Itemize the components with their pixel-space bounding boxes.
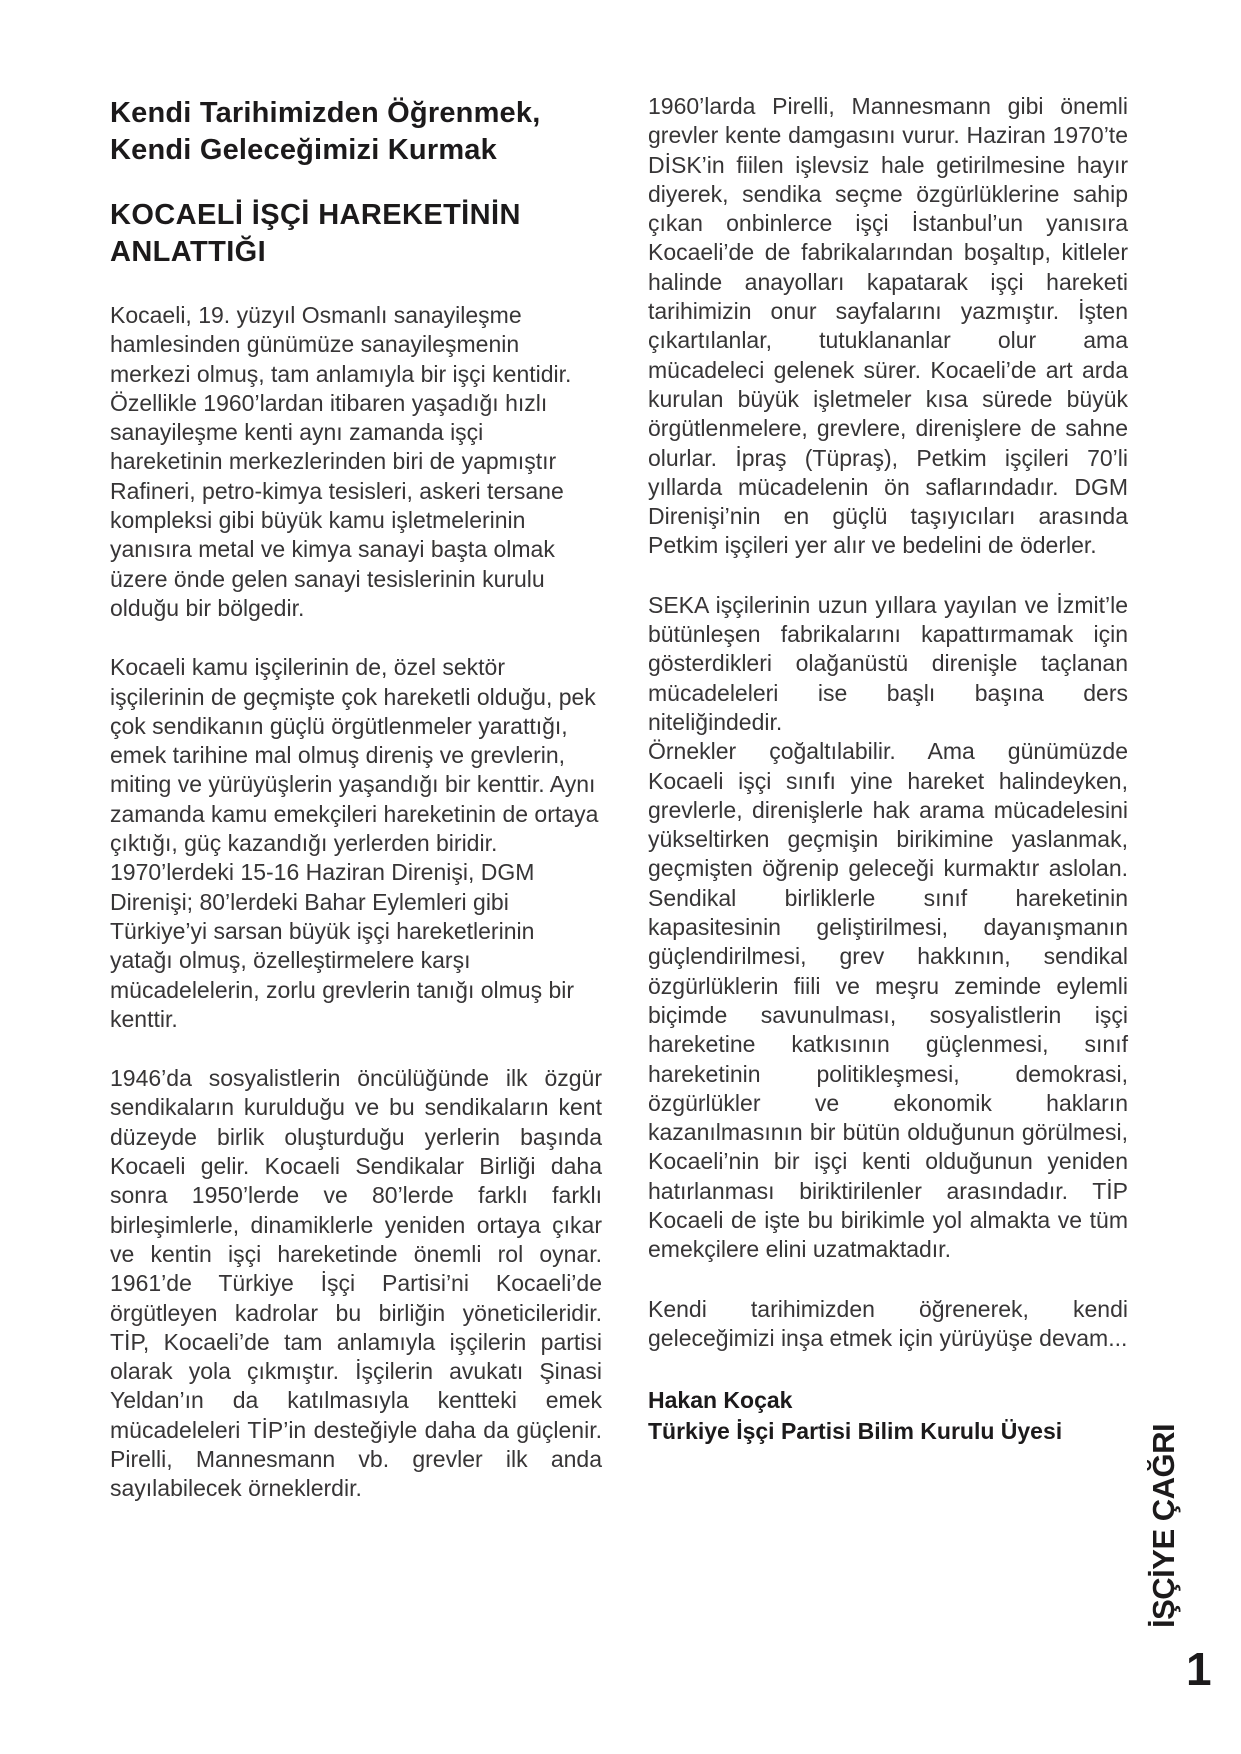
article-subtitle-line2: ANLATTIĞI [110,236,267,268]
paragraph-left-2: Kocaeli kamu işçilerinin de, özel sektör işçilerinin de geçmişte çok hareketli olduğu, pek çok sendikanın güçlü örgütlenmeler yarattığı, emek tarihine mal olmuş direniş ve grevlerin, miting ve yürüyüşlerin yaşandığı bir kenttir. Aynı zamanda kamu emekçileri hareketinin de ortaya çıktığı, güç kazandığı yerlerden biridir. 1970’lerdeki 15-16 Haziran Direnişi, DGM Direnişi; 80’lerdeki Bahar Eylemleri gibi Türkiye’yi sarsan büyük işçi hareketlerinin yatağı olmuş, özelleştirmelere karşı mücadelelerin, zorlu grevlerin tanığı olmuş bir kenttir. [110,654,599,1032]
article-subtitle [110,197,602,271]
paragraph-left-3: 1946’da sosyalistlerin öncülüğünde ilk özgür sendikaların kurulduğu ve bu sendikaların kent düzeyde birlik oluşturduğu yerlerin başında Kocaeli gelir. Kocaeli Sendikalar Birliği daha sonra 1950’lerde ve 80’lerde farklı farklı birleşimlerle, dinamiklerle yeniden ortaya çıkar ve kentin işçi hareketinde önemli rol oynar. 1961’de Türkiye İşçi Partisi’ni Kocaeli’de örgütleyen kadrolar bu birliğin yöneticileridir. TİP, Kocaeli’de tam anlamıyla işçilerin partisi olarak yola çıkmıştır. İşçilerin avukatı Şinasi Yeldan’ın da katılmasıyla kentteki emek mücadeleleri TİP’in desteğiyle daha da güçlenir. Pirelli, Mannesmann vb. grevler ilk anda sayılabilecek örneklerdir. [110,1065,602,1502]
author-block [648,1385,1128,1447]
left-column [110,95,602,1534]
article-subtitle-line1: KOCAELİ İŞÇİ HAREKETİNİN [110,199,521,231]
paragraph-right-2b: Örnekler çoğaltılabilir. Ama günümüzde Kocaeli işçi sınıfı yine hareket halindeyken, grevlerle, direnişlerle hak arama mücadelesini yükseltirken geçmişin birikimine yaslanmak, geçmişten öğrenip geleceği kurmaktır aslolan. Sendikal birliklerle sınıf hareketinin kapasitesinin geliştirilmesi, dayanışmanın güçlendirilmesi, grev hakkının, sendikal özgürlüklerin fiili ve meşru zeminde eylemli biçimde savunulması, sosyalistlerin işçi hareketine katkısının güçlenmesi, sınıf hareketinin politikleşmesi, demokrasi, özgürlükler ve ekonomik hakların kazanılmasının bir bütün olduğunun görülmesi, Kocaeli’nin bir işçi kenti olduğunun yeniden hatırlanması biriktirilenler arasındadır. TİP Kocaeli de işte bu birikimle yol almakta ve tüm emekçilere elini uzatmaktadır. [648,738,1128,1263]
article-title-line2: Kendi Geleceğimizi Kurmak [110,134,497,166]
page-number: 1 [1186,1643,1212,1695]
vertical-masthead-text: İŞÇİYE ÇAĞRI [1146,1423,1181,1628]
author-name: Hakan Koçak [648,1387,793,1414]
article-title-line1: Kendi Tarihimizden Öğrenmek, [110,97,541,129]
paragraph-right-1: 1960’larda Pirelli, Mannesmann gibi önemli grevler kente damgasını vurur. Haziran 1970’te DİSK’in fiilen işlevsiz hale getirilmesine hayır diyerek, sendika seçme özgürlüklerine sahip çıkan onbinlerce işçi İstanbul’un yanısıra Kocaeli’de de fabrikalarından boşaltıp, kitleler halinde anayolları kapatarak işçi hareketi tarihimizin onur sayfalarını yazmıştır. İşten çıkartılanlar, tutuklananlar olur ama mücadeleci gelenek sürer. Kocaeli’de art arda kurulan büyük işletmeler kısa sürede büyük örgütlenmelere, grevlere, direnişlere de sahne olurlar. İpraş (Tüpraş), Petkim işçileri 70’li yıllarda mücadelenin ön saflarındadır. DGM Direnişi’nin en güçlü taşıyıcıları arasında Petkim işçileri yer alır ve bedelini de öderler. [648,93,1128,559]
right-column [648,92,1128,1447]
author-title: Türkiye İşçi Partisi Bilim Kurulu Üyesi [648,1418,1063,1445]
paragraph-right-3: Kendi tarihimizden öğrenerek, kendi geleceğimizi inşa etmek için yürüyüşe devam... [648,1295,1128,1351]
paragraph-right-2a: SEKA işçilerinin uzun yıllara yayılan ve İzmit’le bütünleşen fabrikalarını kapattırmamak için gösterdikleri olağanüstü direnişle taçlanan mücadeleleri ise başlı başına ders niteliğindedir. [648,591,1128,735]
paragraph-left-1: Kocaeli, 19. yüzyıl Osmanlı sanayileşme hamlesinden günümüze sanayileşmenin merkezi olmuş, tam anlamıyla bir işçi kentidir. Özellikle 1960’lardan itibaren yaşadığı hızlı sanayileşme kenti aynı zamanda işçi hareketinin merkezlerinden biri de yapmıştır Rafineri, petro-kimya tesisleri, askeri tersane kompleksi gibi büyük kamu işletmelerinin yanısıra metal ve kimya sanayi başta olmak üzere önde gelen sanayi tesislerinin kurulu olduğu bir bölgedir. [110,302,572,621]
article-title [110,95,602,169]
